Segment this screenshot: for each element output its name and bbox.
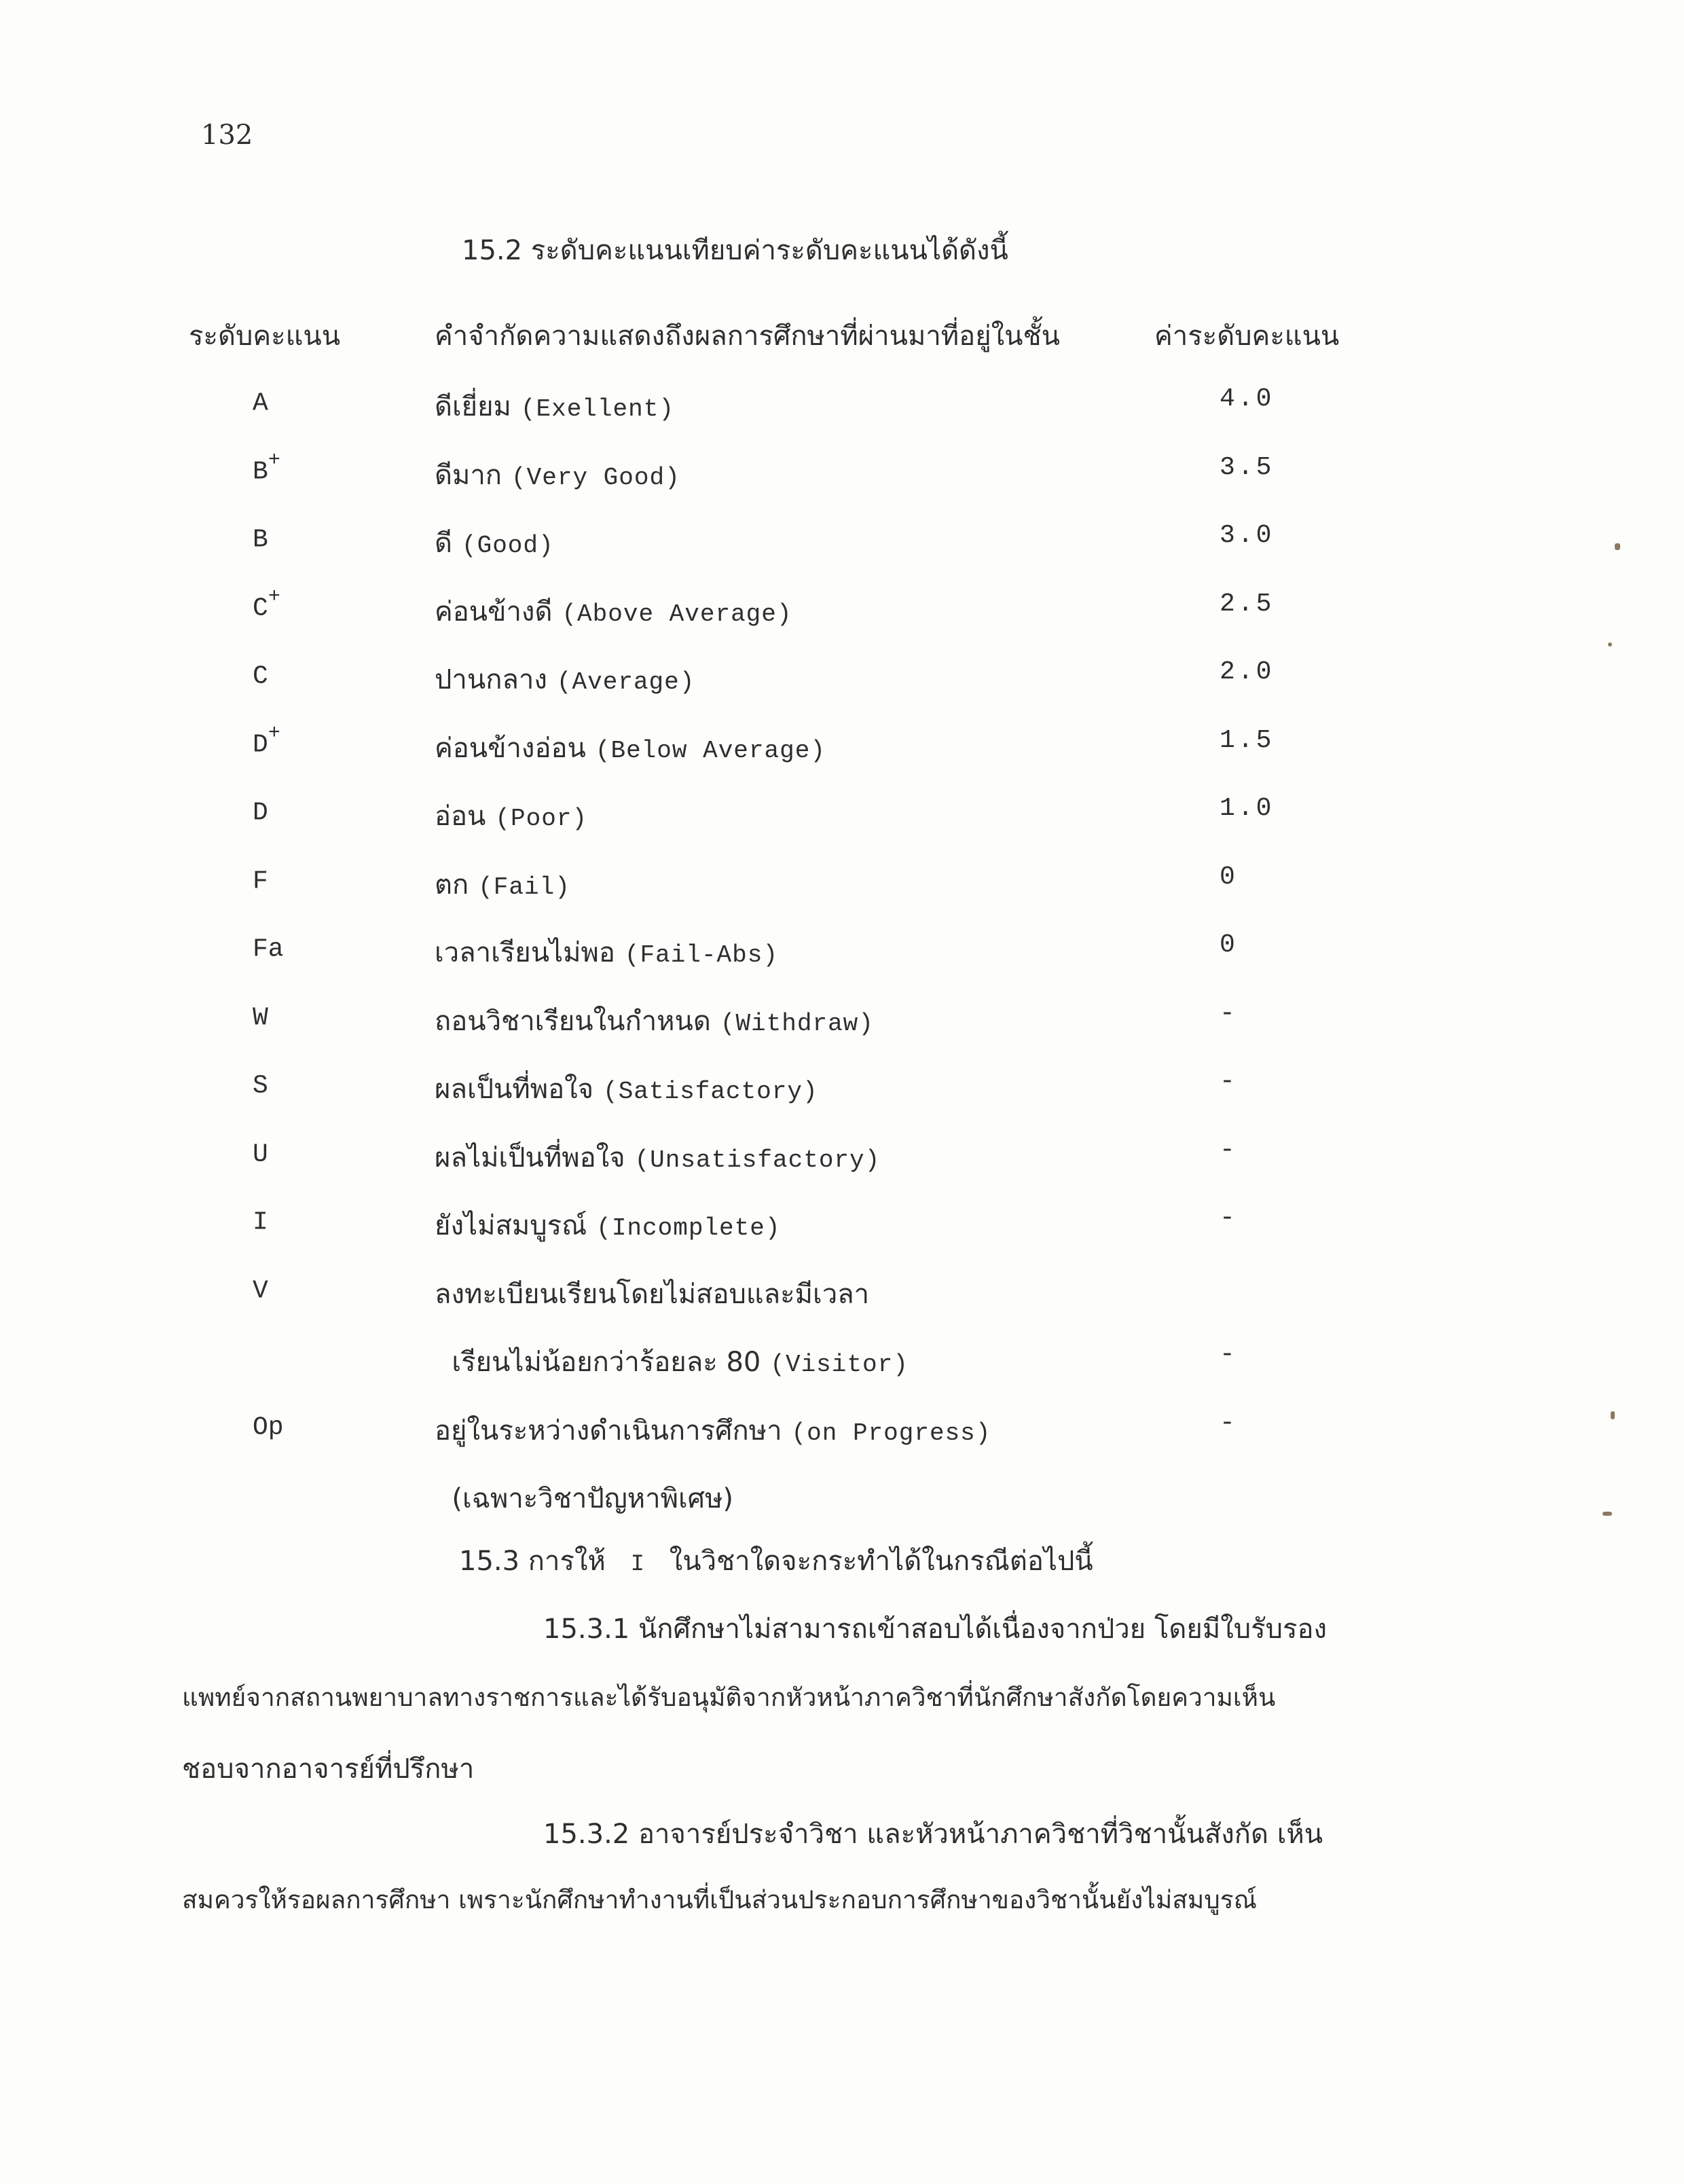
grade-value: 3.5: [1220, 452, 1275, 482]
grade-meaning-english: (Visitor): [770, 1351, 909, 1379]
table-row: [0, 448, 1684, 494]
scan-speck: [1603, 1512, 1612, 1516]
grade-letter-text: U: [253, 1140, 268, 1169]
grade-meaning-thai: ผลไม่เป็นที่พอใจ: [435, 1142, 625, 1173]
grade-value: 1.0: [1220, 794, 1275, 823]
subsection-heading-prefix: 15.3 การให้: [459, 1546, 606, 1577]
table-row: [0, 521, 1684, 562]
table-row: [0, 794, 1684, 835]
grade-letter-text: B: [253, 457, 268, 487]
table-row: [0, 585, 1684, 630]
grade-letter: [253, 1203, 268, 1237]
grade-letter-text: S: [253, 1071, 268, 1101]
grade-meaning-english: (Below Average): [595, 736, 826, 765]
grade-letter: [253, 1272, 268, 1306]
grade-letter: [253, 930, 284, 964]
grade-meaning: [435, 1067, 818, 1110]
scan-speck: [1611, 1411, 1615, 1419]
grade-letter-text: A: [253, 388, 268, 418]
column-header-grade: ระดับคะแนน: [189, 321, 341, 352]
grade-letter: [253, 585, 280, 623]
grade-meaning-thai: เรียนไม่น้อยกว่าร้อยละ 80: [435, 1347, 761, 1378]
grade-meaning-english: (Very Good): [511, 463, 680, 492]
grade-letter: [253, 1408, 284, 1442]
grade-meaning-thai: ผลเป็นที่พอใจ: [435, 1074, 594, 1105]
grade-value: -: [1220, 998, 1238, 1028]
grade-meaning-english: (Good): [461, 532, 554, 560]
grade-letter-text: Op: [253, 1413, 284, 1442]
page-number: 132: [201, 120, 253, 151]
subsection-heading-suffix: ในวิชาใดจะกระทำได้ในกรณีต่อไปนี้: [669, 1546, 1093, 1577]
table-row: [0, 1067, 1684, 1108]
column-header-grade-value: ค่าระดับคะแนน: [1154, 321, 1340, 352]
grade-meaning-thai: ดีเยี่ยม: [435, 391, 511, 422]
grade-value: 0: [1220, 862, 1238, 892]
grade-meaning-thai: ถอนวิชาเรียนในกำหนด: [435, 1005, 711, 1037]
grade-meaning: [435, 1340, 909, 1383]
grade-meaning-english: (Fail-Abs): [624, 941, 778, 969]
grade-meaning: [435, 589, 792, 633]
grade-value: 2.0: [1220, 657, 1275, 687]
grade-letter-text: F: [253, 867, 268, 896]
grade-plus-sign: +: [268, 721, 280, 745]
paragraph-15-3-1-line-3: ชอบจากอาจารย์ที่ปรึกษา: [182, 1753, 475, 1785]
table-row: [0, 384, 1684, 425]
scan-speck: [1615, 543, 1620, 550]
paragraph-15-3-2-line-1: 15.3.2 อาจารย์ประจำวิชา และหัวหน้าภาควิชาที่วิชานั้นสังกัด เห็น: [543, 1819, 1323, 1850]
grade-value: -: [1220, 1067, 1238, 1096]
grade-meaning: [435, 930, 778, 974]
grade-letter: [253, 1135, 268, 1169]
grade-value: 0: [1220, 930, 1238, 960]
grade-meaning-english: (Above Average): [562, 600, 792, 628]
table-row: [0, 1408, 1684, 1449]
grade-letter: [253, 521, 268, 555]
subsection-heading-letter: I: [630, 1552, 644, 1578]
table-row: [0, 999, 1684, 1040]
grade-meaning-english: (Withdraw): [720, 1009, 874, 1038]
grade-meaning-thai: ลงทะเบียนเรียนโดยไม่สอบและมีเวลา: [435, 1278, 870, 1310]
grade-letter: [253, 862, 268, 896]
grade-letter: [253, 448, 280, 487]
table-row: [0, 862, 1684, 903]
grade-letter-text: I: [253, 1207, 268, 1237]
grade-meaning-thai: ยังไม่สมบูรณ์: [435, 1210, 587, 1241]
grade-letter-text: V: [253, 1276, 268, 1306]
grade-meaning-thai: ตก: [435, 869, 469, 900]
table-row: [0, 1476, 1684, 1517]
grade-meaning-thai: ค่อนข้างอ่อน: [435, 732, 586, 764]
grade-meaning-english: (Incomplete): [596, 1214, 781, 1242]
grade-plus-sign: +: [268, 585, 280, 608]
grade-meaning: [435, 1476, 743, 1520]
grade-letter: [253, 999, 268, 1033]
grade-letter: [253, 384, 268, 418]
grade-meaning-thai: เวลาเรียนไม่พอ: [435, 937, 615, 968]
grade-meaning: [435, 1408, 991, 1452]
grade-meaning-english: (Poor): [495, 805, 588, 833]
grade-meaning-thai: ดีมาก: [435, 459, 502, 491]
grade-meaning-thai: ปานกลาง: [435, 664, 547, 695]
grade-meaning-thai: อยู่ในระหว่างดำเนินการศึกษา: [435, 1415, 782, 1446]
grade-letter-text: Fa: [253, 934, 284, 964]
grade-meaning: [435, 453, 680, 496]
subsection-heading-15-3: [459, 1539, 1093, 1582]
grade-meaning-english: (Average): [556, 668, 695, 696]
grade-letter-text: D: [253, 798, 268, 828]
table-row: [0, 1203, 1684, 1244]
column-header-meaning: คำจำกัดความแสดงถึงผลการศึกษาที่ผ่านมาที่อยู่ในชั้น: [435, 321, 1060, 352]
grade-letter-text: C: [253, 661, 268, 691]
section-heading-15-2: 15.2 ระดับคะแนนเทียบค่าระดับคะแนนได้ดังนี้: [462, 235, 1008, 266]
table-row: [0, 721, 1684, 767]
grade-value: 2.5: [1220, 589, 1275, 619]
grade-meaning: [435, 862, 570, 906]
grade-letter-text: W: [253, 1003, 268, 1033]
grade-letter-text: D: [253, 730, 268, 760]
table-row: [0, 1272, 1684, 1313]
paragraph-15-3-2-line-2: สมควรให้รอผลการศึกษา เพราะนักศึกษาทำงานที่เป็นส่วนประกอบการศึกษาของวิชานั้นยังไม่สมบูรณ์: [182, 1885, 1257, 1914]
grade-meaning-thai: ค่อนข้างดี: [435, 596, 553, 627]
grade-meaning-english: (Satisfactory): [603, 1078, 818, 1106]
grade-letter-text: B: [253, 525, 268, 555]
table-row: [0, 1340, 1684, 1381]
paragraph-15-3-1-line-1: 15.3.1 นักศึกษาไม่สามารถเข้าสอบได้เนื่องจากป่วย โดยมีใบรับรอง: [543, 1614, 1328, 1645]
table-row: [0, 930, 1684, 971]
grade-meaning: [435, 384, 674, 428]
grade-meaning: [435, 726, 826, 769]
grade-plus-sign: +: [268, 448, 280, 472]
grade-value: -: [1220, 1203, 1238, 1233]
grade-meaning-english: (on Progress): [791, 1419, 991, 1447]
grade-letter: [253, 794, 268, 828]
grade-meaning-english: (Unsatisfactory): [634, 1146, 881, 1174]
grade-meaning-english: (Fail): [478, 873, 570, 901]
grade-letter: [253, 1067, 268, 1101]
grade-meaning-english: (Exellent): [520, 395, 674, 423]
grade-letter: [253, 657, 268, 691]
grade-meaning: [435, 1203, 780, 1247]
grade-value: 4.0: [1220, 384, 1275, 414]
grade-meaning: [435, 1272, 879, 1315]
grade-value: -: [1220, 1408, 1238, 1438]
grade-meaning: [435, 521, 554, 564]
grade-meaning-thai: (เฉพาะวิชาปัญหาพิเศษ): [435, 1483, 734, 1514]
grade-letter: [253, 721, 280, 760]
grade-meaning-thai: อ่อน: [435, 801, 486, 832]
grade-meaning-thai: ดี: [435, 528, 452, 559]
grade-meaning: [435, 1135, 880, 1179]
grade-value: -: [1220, 1135, 1238, 1165]
table-row: [0, 657, 1684, 698]
paragraph-15-3-1-line-2: แพทย์จากสถานพยาบาลทางราชการและได้รับอนุมัติจากหัวหน้าภาควิชาที่นักศึกษาสังกัดโดยความเห็น: [182, 1683, 1276, 1712]
grade-value: 1.5: [1220, 725, 1275, 755]
grade-value: -: [1220, 1340, 1238, 1369]
grade-meaning: [435, 794, 587, 837]
grade-letter-text: C: [253, 594, 268, 623]
grade-value: 3.0: [1220, 521, 1275, 550]
grade-meaning: [435, 999, 874, 1042]
scan-speck: [1608, 642, 1612, 647]
table-row: [0, 1135, 1684, 1176]
grade-meaning: [435, 657, 695, 701]
